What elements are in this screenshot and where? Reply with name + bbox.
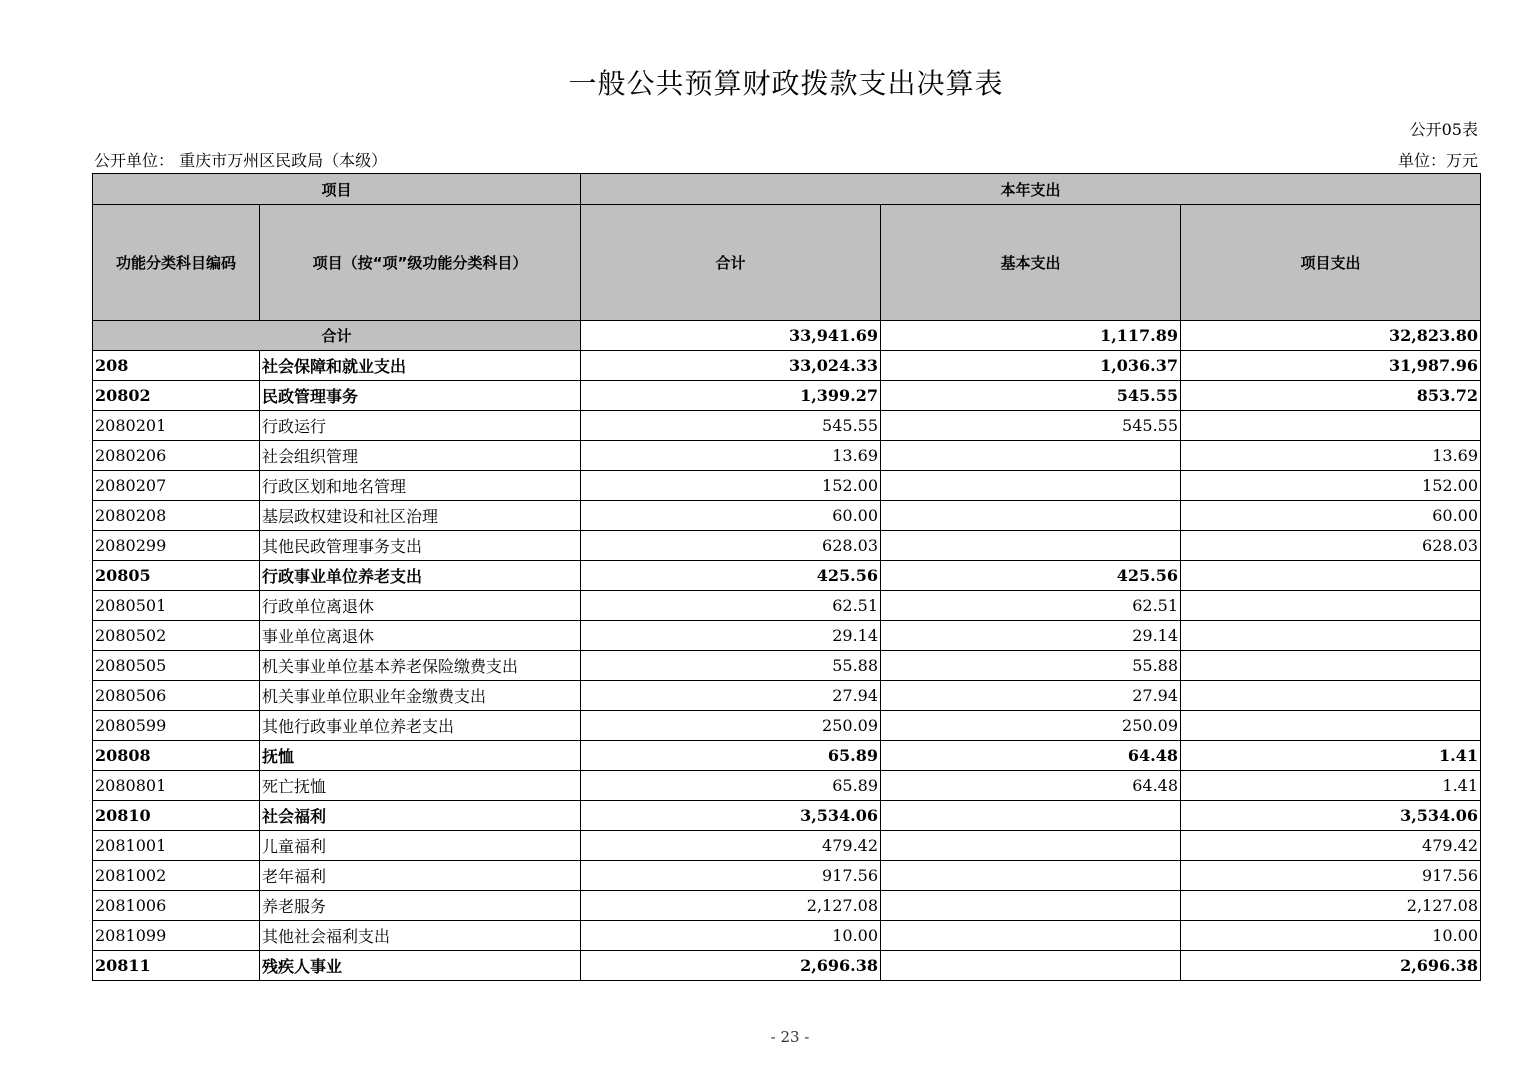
table-row (93, 501, 1481, 531)
table-row (93, 771, 1481, 801)
row-project (1181, 711, 1481, 741)
row-total: 62.51 (581, 591, 881, 621)
row-project: 917.56 (1181, 861, 1481, 891)
row-name: 社会保障和就业支出 (260, 351, 581, 381)
header-item: 项目 (93, 174, 581, 205)
row-total: 1,399.27 (581, 381, 881, 411)
row-name: 其他民政管理事务支出 (260, 531, 581, 561)
row-project: 60.00 (1181, 501, 1481, 531)
row-basic (881, 831, 1181, 861)
row-name: 其他行政事业单位养老支出 (260, 711, 581, 741)
row-basic (881, 951, 1181, 981)
row-name: 行政运行 (260, 411, 581, 441)
reporting-unit: 公开单位： 重庆市万州区民政局（本级） (94, 151, 388, 170)
row-project: 2,696.38 (1181, 951, 1481, 981)
row-basic: 64.48 (881, 741, 1181, 771)
row-code: 20808 (93, 741, 260, 771)
row-project: 853.72 (1181, 381, 1481, 411)
row-code: 20805 (93, 561, 260, 591)
table-row (93, 471, 1481, 501)
row-total: 545.55 (581, 411, 881, 441)
total-label: 合计 (93, 321, 581, 351)
row-name: 养老服务 (260, 891, 581, 921)
total-basic: 1,117.89 (881, 321, 1181, 351)
row-name: 社会福利 (260, 801, 581, 831)
row-code: 2081001 (93, 831, 260, 861)
row-total: 27.94 (581, 681, 881, 711)
row-basic: 1,036.37 (881, 351, 1181, 381)
table-row (93, 381, 1481, 411)
row-name: 儿童福利 (260, 831, 581, 861)
row-name: 其他社会福利支出 (260, 921, 581, 951)
row-name: 行政区划和地名管理 (260, 471, 581, 501)
row-name: 社会组织管理 (260, 441, 581, 471)
page-number: - 23 - (770, 1028, 810, 1046)
row-name: 老年福利 (260, 861, 581, 891)
row-total: 917.56 (581, 861, 881, 891)
row-code: 2080208 (93, 501, 260, 531)
row-name: 抚恤 (260, 741, 581, 771)
row-code: 2080599 (93, 711, 260, 741)
row-project: 10.00 (1181, 921, 1481, 951)
header-row-1 (93, 174, 1481, 205)
table-row (93, 651, 1481, 681)
row-basic (881, 801, 1181, 831)
total-row (93, 321, 1481, 351)
row-code: 2081002 (93, 861, 260, 891)
row-project: 479.42 (1181, 831, 1481, 861)
table-number: 公开05表 (1409, 120, 1478, 139)
row-name: 民政管理事务 (260, 381, 581, 411)
row-code: 208 (93, 351, 260, 381)
row-basic (881, 531, 1181, 561)
row-name: 机关事业单位职业年金缴费支出 (260, 681, 581, 711)
row-project (1181, 681, 1481, 711)
row-code: 2081099 (93, 921, 260, 951)
row-code: 2080207 (93, 471, 260, 501)
row-code: 20811 (93, 951, 260, 981)
row-name: 残疾人事业 (260, 951, 581, 981)
page-title: 一般公共预算财政拨款支出决算表 (568, 67, 1004, 100)
currency-unit: 单位：万元 (1397, 151, 1478, 170)
row-basic: 29.14 (881, 621, 1181, 651)
header-current-year: 本年支出 (581, 174, 1481, 205)
row-basic (881, 921, 1181, 951)
row-basic: 545.55 (881, 411, 1181, 441)
row-project: 31,987.96 (1181, 351, 1481, 381)
row-project: 1.41 (1181, 771, 1481, 801)
row-total: 628.03 (581, 531, 881, 561)
row-total: 10.00 (581, 921, 881, 951)
table-row (93, 741, 1481, 771)
row-project (1181, 651, 1481, 681)
table-row (93, 411, 1481, 441)
table-row (93, 801, 1481, 831)
row-project: 3,534.06 (1181, 801, 1481, 831)
row-project: 152.00 (1181, 471, 1481, 501)
row-total: 33,024.33 (581, 351, 881, 381)
row-code: 20810 (93, 801, 260, 831)
row-basic: 64.48 (881, 771, 1181, 801)
header-project: 项目支出 (1181, 205, 1481, 321)
row-total: 250.09 (581, 711, 881, 741)
table-row (93, 951, 1481, 981)
table-row (93, 591, 1481, 621)
row-total: 60.00 (581, 501, 881, 531)
row-code: 2080299 (93, 531, 260, 561)
row-total: 65.89 (581, 741, 881, 771)
row-total: 152.00 (581, 471, 881, 501)
table-row (93, 861, 1481, 891)
table-row (93, 831, 1481, 861)
row-code: 20802 (93, 381, 260, 411)
header-code: 功能分类科目编码 (93, 205, 260, 321)
row-code: 2080201 (93, 411, 260, 441)
row-name: 事业单位离退休 (260, 621, 581, 651)
table-row (93, 561, 1481, 591)
row-total: 3,534.06 (581, 801, 881, 831)
expenditure-table (92, 173, 1481, 981)
table-row (93, 891, 1481, 921)
row-total: 29.14 (581, 621, 881, 651)
row-basic (881, 861, 1181, 891)
row-basic: 425.56 (881, 561, 1181, 591)
row-basic: 250.09 (881, 711, 1181, 741)
row-basic: 27.94 (881, 681, 1181, 711)
table-row (93, 351, 1481, 381)
table-row (93, 921, 1481, 951)
row-basic (881, 441, 1181, 471)
row-total: 2,696.38 (581, 951, 881, 981)
row-basic: 545.55 (881, 381, 1181, 411)
table-row (93, 531, 1481, 561)
table-row (93, 441, 1481, 471)
row-total: 65.89 (581, 771, 881, 801)
row-name: 行政单位离退休 (260, 591, 581, 621)
row-project: 1.41 (1181, 741, 1481, 771)
row-total: 2,127.08 (581, 891, 881, 921)
row-basic (881, 501, 1181, 531)
row-basic: 62.51 (881, 591, 1181, 621)
table-row (93, 621, 1481, 651)
row-name: 基层政权建设和社区治理 (260, 501, 581, 531)
row-total: 13.69 (581, 441, 881, 471)
row-code: 2080502 (93, 621, 260, 651)
row-basic: 55.88 (881, 651, 1181, 681)
total-project: 32,823.80 (1181, 321, 1481, 351)
row-project (1181, 621, 1481, 651)
table-row (93, 681, 1481, 711)
row-name: 机关事业单位基本养老保险缴费支出 (260, 651, 581, 681)
row-total: 425.56 (581, 561, 881, 591)
row-basic (881, 891, 1181, 921)
table-row (93, 711, 1481, 741)
row-total: 479.42 (581, 831, 881, 861)
row-project (1181, 411, 1481, 441)
row-basic (881, 471, 1181, 501)
row-name: 行政事业单位养老支出 (260, 561, 581, 591)
header-total: 合计 (581, 205, 881, 321)
row-code: 2080505 (93, 651, 260, 681)
row-project: 2,127.08 (1181, 891, 1481, 921)
row-code: 2080506 (93, 681, 260, 711)
row-code: 2081006 (93, 891, 260, 921)
row-code: 2080801 (93, 771, 260, 801)
row-code: 2080501 (93, 591, 260, 621)
row-project (1181, 591, 1481, 621)
row-project: 628.03 (1181, 531, 1481, 561)
row-project: 13.69 (1181, 441, 1481, 471)
row-name: 死亡抚恤 (260, 771, 581, 801)
header-basic: 基本支出 (881, 205, 1181, 321)
header-row-2 (93, 205, 1481, 321)
total-sum: 33,941.69 (581, 321, 881, 351)
row-total: 55.88 (581, 651, 881, 681)
row-project (1181, 561, 1481, 591)
row-code: 2080206 (93, 441, 260, 471)
header-item-name: 项目（按“项”级功能分类科目） (260, 205, 581, 321)
